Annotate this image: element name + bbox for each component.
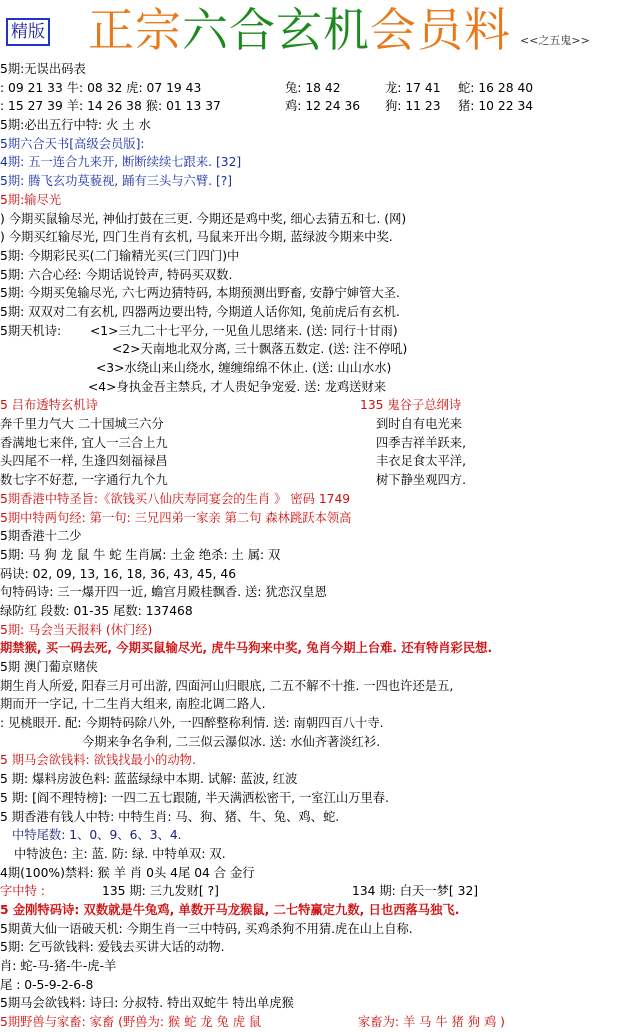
document-line [0, 583, 621, 602]
line-text: 5期:输尽光 [0, 192, 62, 207]
title-char: 合 [229, 3, 276, 57]
document-line [0, 546, 621, 565]
document-line [0, 639, 621, 658]
line-text: 4期(100%)禁料: 猴 羊 肖 0头 4尾 04 合 金行 [0, 865, 255, 880]
document-line [0, 378, 621, 397]
line-text: 5期 澳门葡京赌侠 [0, 660, 98, 674]
line-text: 5 金刚特码诗: 双数就是牛兔鸡, 单数开马龙猴鼠, 二七特赢定九数, 日也西落马独飞. [0, 902, 460, 917]
page-title [88, 2, 511, 58]
line-text: : 15 27 39 羊: 14 26 38 猴: 01 13 37 [0, 99, 221, 114]
line-text: 5 期香港有钱人中特: 中特生肖: 马、狗、猪、牛、兔、鸡、蛇. [0, 809, 340, 824]
document-line [0, 359, 621, 378]
line-text: 猪: 10 22 34 [458, 99, 534, 114]
line-text: 香满地七来伴, 宜人一三合上九 [0, 435, 168, 450]
line-text: 中特波色: 主: 蓝. 防: 绿. 中特单双: 双. [14, 846, 226, 861]
document-line [0, 658, 621, 677]
line-text: 尾 : 0-5-9-2-6-8 [0, 977, 94, 992]
document-line [0, 60, 621, 79]
line-text: 期生肖人所爱, 阳春三月可出游, 四面河山归眼底, 二五不解不十推. 一四也许还是五, [0, 678, 454, 693]
document-line [0, 1013, 621, 1032]
line-text: 5 期: 爆料房波色料: 蓝蓝绿绿中本期. 试解: 蓝波, 红波 [0, 772, 298, 787]
line-text: 蛇: 16 28 40 [458, 80, 534, 95]
document-line [0, 471, 621, 490]
line-text: 5期: 马会当天报料 (休门经) [0, 622, 153, 637]
title-char: 玄 [276, 3, 323, 57]
line-text: 5期:无误出码表 [0, 62, 86, 76]
line-text: 狗: 11 23 [385, 99, 441, 114]
document-line [0, 247, 621, 266]
document-line [0, 621, 621, 640]
line-text: 丰衣足食太平洋, [376, 454, 466, 469]
document-line [0, 714, 621, 733]
line-text: 肖: 蛇-马-猪-牛-虎-羊 [0, 959, 117, 973]
document-line [0, 808, 621, 827]
line-text: 5期: 腾飞玄功莫藐视, 踊有三头与六臂. [?] [0, 174, 233, 189]
document-line [0, 135, 621, 154]
line-text: 数七字不好惹, 一字通行九个九 [0, 473, 168, 488]
document-line [0, 957, 621, 976]
document-line [0, 490, 621, 509]
document-line [0, 116, 621, 135]
document-line [0, 976, 621, 995]
line-text: 5期中特两句经: 第一句: 三兄四弟一家亲 第二句 森林跳跃本领高 [0, 510, 352, 525]
line-text: 中特尾数: 1、0、9、6、3、4. [12, 828, 182, 843]
line-text: 134 期: 白天一梦[ 32] [352, 884, 479, 899]
line-text: 5期:必出五行中特: 火 土 水 [0, 118, 151, 133]
line-text: 四季吉祥羊跃来, [376, 435, 466, 450]
edition-badge: 精版 [6, 18, 50, 46]
line-text: 5期黄大仙一语破天机: 今期生肖一三中特码, 买鸡杀狗不用猜.虎在山上自称. [0, 921, 413, 936]
document-line [0, 845, 621, 864]
header [0, 0, 621, 62]
document-line [0, 509, 621, 528]
document-line [0, 340, 621, 359]
line-text: 树下静坐观四方. [376, 473, 466, 488]
line-text: 5期: 今期彩民买(二门输精光买(三门四门)中 [0, 248, 240, 263]
title-char: 正 [88, 3, 135, 57]
document-line [0, 733, 621, 752]
title-char: 员 [417, 3, 464, 57]
document-line [0, 153, 621, 172]
document-line [0, 97, 621, 116]
content-rows [0, 60, 621, 1032]
document-line [0, 770, 621, 789]
line-text: ) 今期买红输尽光, 四门生肖有玄机, 马鼠来开出今期, 蓝绿波今期来中奖. [0, 230, 393, 245]
document-line [0, 901, 621, 920]
line-text: 5 期马会欲钱料: 欲钱找最小的动物. [0, 753, 196, 768]
document-line [0, 415, 621, 434]
document-line [0, 882, 621, 901]
title-char: 六 [182, 3, 229, 57]
document-line [0, 284, 621, 303]
line-text: <3>水绕山来山绕水, 缠缠绵绵不休止. (送: 山山水水) [96, 361, 392, 375]
line-text: 兔: 18 42 [285, 80, 341, 95]
line-text: 家畜为: 羊 马 牛 猪 狗 鸡 ) [358, 1015, 505, 1030]
line-text: 4期: 五一连合九来开, 断断续续七跟来. [32] [0, 155, 242, 170]
document-line [0, 938, 621, 957]
line-text: 5 期: [阎不理特榜]: 一四二五七跟随, 半天满洒松密干, 一室江山万里春. [0, 790, 389, 805]
title-char: 料 [464, 3, 511, 57]
line-text: 句特码诗: 三一爆开四一近, 蟾宫月殿桂飘香. 送: 犹恋汉皇恩 [0, 585, 327, 600]
line-text: <1>三九二十七平分, 一见鱼儿思绪来. (送: 同行十甘雨) [90, 323, 398, 338]
document-line [0, 452, 621, 471]
line-text: 5期香港中特圣旨:《欲钱买八仙庆寿同宴会的生肖 》 密码 1749 [0, 491, 351, 506]
title-char: 宗 [135, 3, 182, 57]
line-text: 期禁猴, 买一码去死, 今期买鼠输尽光, 虎牛马狗来中奖, 兔肖今期上台难. 还有特肖彩民想. [0, 641, 493, 656]
document-line [0, 826, 621, 845]
line-text: <2>天南地北双分离, 三十飘落五数定. (送: 注不停吼) [112, 342, 408, 357]
document-line [0, 303, 621, 322]
line-text: 5 吕布透特玄机诗 [0, 398, 98, 413]
line-text: 5期: 今期买兔输尽光, 六七两边猜特码, 本期预测出野畜, 安静宁婶管大圣. [0, 286, 400, 301]
document-line [0, 677, 621, 696]
line-text: 5期: 乞丐欲钱料: 爱钱去买讲大话的动物. [0, 940, 225, 955]
document-line [0, 172, 621, 191]
document-line [0, 396, 621, 415]
document-line [0, 565, 621, 584]
document-line [0, 527, 621, 546]
line-text: 到时自有电光来 [376, 417, 463, 432]
document-line [0, 789, 621, 808]
line-text: ) 今期买鼠输尽光, 神仙打鼓在三更. 今期还是鸡中奖, 细心去猜五和七. (网) [0, 211, 407, 226]
document-line [0, 434, 621, 453]
line-text: 5期: 马 狗 龙 鼠 牛 蛇 生肖属: 土金 绝杀: 土 属: 双 [0, 547, 281, 562]
document-line [0, 191, 621, 210]
line-text: 期而开一字记, 十二生肖大组来, 南腔北调二路人. [0, 697, 266, 712]
line-text: : 09 21 33 牛: 08 32 虎: 07 19 43 [0, 80, 202, 95]
document-line [0, 994, 621, 1013]
document-line [0, 864, 621, 883]
line-text: 5期马会欲钱料: 诗曰: 分叔特. 特出双蛇牛 特出单虎猴 [0, 996, 294, 1011]
line-text: 奔千里力气大 二十国城三六分 [0, 417, 164, 432]
title-char: 会 [370, 3, 417, 57]
line-text: 鸡: 12 24 36 [285, 99, 361, 114]
line-text: 今期来争名争利, 二三似云瀑似冰. 送: 水仙齐著淡红衫. [82, 734, 381, 749]
author-tag: <<之五鬼>> [520, 34, 590, 47]
line-text: 头四尾不一样, 生逢四刻福禄昌 [0, 454, 168, 469]
title-char: 机 [323, 3, 370, 57]
line-text: : 见桃眼开. 配: 今期特码除八外, 一四醉整称利情. 送: 南朝四百八十寺. [0, 716, 384, 731]
line-text: 5期天机诗: [0, 323, 62, 338]
line-text: 5期香港十二少 [0, 529, 82, 544]
document-line [0, 920, 621, 939]
document-line [0, 751, 621, 770]
document-line [0, 695, 621, 714]
line-text: <4>身执金吾主禁兵, 才人贵妃争宠爱. 送: 龙鸡送财来 [88, 379, 387, 394]
document-line [0, 322, 621, 341]
line-text: 5期: 双双对二有玄机, 四器两边要出特, 今期道人话你知, 兔前虎后有玄机. [0, 304, 400, 319]
line-text: 5期: 六合心经: 今期话说铃声, 特码买双数. [0, 267, 233, 282]
document-line [0, 210, 621, 229]
document-line [0, 79, 621, 98]
line-text: 绿防红 段数: 01-35 尾数: 137468 [0, 603, 193, 618]
document-line [0, 228, 621, 247]
line-text: 5期六合天书[高级会员版]: [0, 136, 145, 151]
line-text: 龙: 17 41 [385, 80, 441, 95]
line-text: 字中特 : [0, 884, 45, 899]
line-text: 码诀: 02, 09, 13, 16, 18, 36, 43, 45, 46 [0, 566, 237, 581]
document-line [0, 602, 621, 621]
document-line [0, 266, 621, 285]
line-text: 135 期: 三九发财[ ?] [102, 884, 219, 899]
line-text: 135 鬼谷子总纲诗 [360, 398, 462, 413]
line-text: 5期野兽与家畜: 家畜 (野兽为: 猴 蛇 龙 兔 虎 鼠 [0, 1015, 262, 1030]
